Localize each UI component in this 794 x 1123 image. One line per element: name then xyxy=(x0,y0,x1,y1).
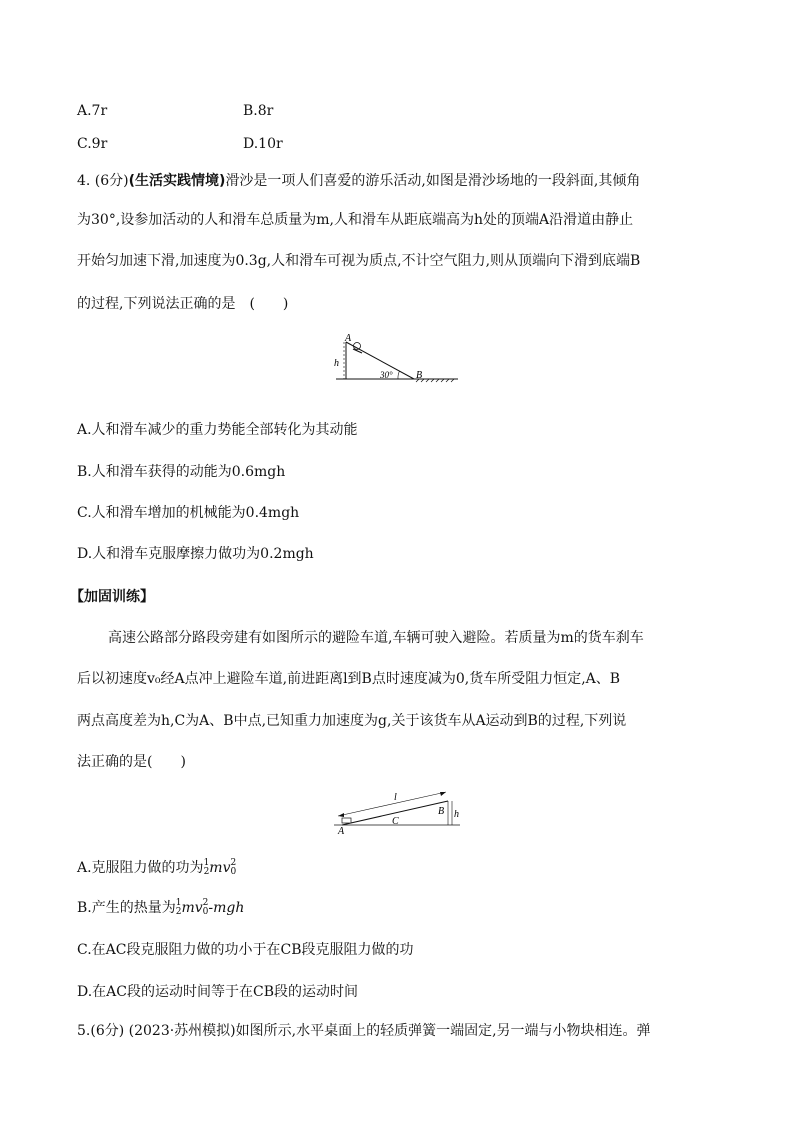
drill-stem-line-3: 两点高度差为h,C为A、B中点,已知重力加速度为g,关于该货车从A运动到B的过程,下列说 xyxy=(77,713,627,729)
mv-term: mv xyxy=(209,860,231,876)
q4-number: 4. (6分) xyxy=(77,173,129,189)
q4-tag: (生活实践情境) xyxy=(128,173,226,189)
drill-stem-line-1: 高速公路部分路段旁建有如图所示的避险车道,车辆可驶入避险。若质量为m的货车刹车 xyxy=(108,630,644,646)
drill-stem-line-4: 法正确的是( ) xyxy=(77,754,186,770)
drill-stem-line-2: 后以初速度v₀经A点冲上避险车道,前进距离l到B点时速度减为0,货车所受阻力恒定,A、B xyxy=(77,671,621,687)
q4-label-a: A xyxy=(345,333,352,344)
drill-option-b xyxy=(77,898,244,918)
q3-option-c: C.9r xyxy=(77,136,108,152)
drill-label-b: B xyxy=(438,806,445,817)
q4-label-h: h xyxy=(334,358,339,369)
frac-num: 1 xyxy=(175,898,182,908)
q4-label-b: B xyxy=(416,370,423,381)
sub-0: 0 xyxy=(202,907,209,917)
drill-ramp-figure xyxy=(330,787,466,835)
sup-2: 2 xyxy=(202,898,209,908)
section-title: 【加固训练】 xyxy=(70,589,154,605)
q3-option-a: A.7r xyxy=(77,103,108,119)
drill-label-l: l xyxy=(394,792,397,803)
q4-stem-line-1 xyxy=(77,171,640,191)
frac-num: 1 xyxy=(203,858,210,868)
q4-incline-figure xyxy=(326,332,466,384)
q4-option-b: B.人和滑车获得的动能为0.6mgh xyxy=(77,464,286,480)
mv-term: mv xyxy=(181,900,203,916)
drill-option-c: C.在AC段克服阻力做的功小于在CB段克服阻力做的功 xyxy=(77,942,414,958)
mgh-term: -mgh xyxy=(208,900,245,916)
sub-0: 0 xyxy=(230,867,237,877)
q3-option-d: D.10r xyxy=(243,136,283,152)
q4-option-c: C.人和滑车增加的机械能为0.4mgh xyxy=(77,505,300,521)
frac-den: 2 xyxy=(203,867,210,877)
q4-option-d: D.人和滑车克服摩擦力做功为0.2mgh xyxy=(77,546,314,562)
q4-option-a: A.人和滑车减少的重力势能全部转化为其动能 xyxy=(77,422,358,438)
drill-option-d: D.在AC段的运动时间等于在CB段的运动时间 xyxy=(77,984,358,1000)
drill-label-a: A xyxy=(338,826,345,835)
drill-option-a xyxy=(77,858,236,878)
sup-2: 2 xyxy=(230,858,237,868)
v0-sub-sup xyxy=(230,859,236,877)
q5-stem-line-1: 5.(6分) (2023·苏州模拟)如图所示,水平桌面上的轻质弹簧一端固定,另一端与小物块相连。弹 xyxy=(77,1023,651,1039)
q4-stem-line-4: 的过程,下列说法正确的是 ( ) xyxy=(77,296,289,312)
q4-stem-text: 滑沙是一项人们喜爱的游乐活动,如图是滑沙场地的一段斜面,其倾角 xyxy=(225,173,641,189)
q3-option-b: B.8r xyxy=(243,103,274,119)
drill-option-a-text: A.克服阻力做的功为 xyxy=(77,860,204,876)
drill-option-b-text: B.产生的热量为 xyxy=(77,900,176,916)
q4-stem-line-3: 开始匀加速下滑,加速度为0.3g,人和滑车可视为质点,不计空气阻力,则从顶端向下滑到底端B xyxy=(77,253,641,269)
q4-label-angle: 30° xyxy=(380,370,393,380)
drill-label-h: h xyxy=(454,809,459,820)
drill-label-c: C xyxy=(392,816,399,827)
q4-stem-line-2: 为30°,设参加活动的人和滑车总质量为m,人和滑车从距底端高为h处的顶端A沿滑道由静止 xyxy=(77,212,634,228)
frac-den: 2 xyxy=(175,907,182,917)
